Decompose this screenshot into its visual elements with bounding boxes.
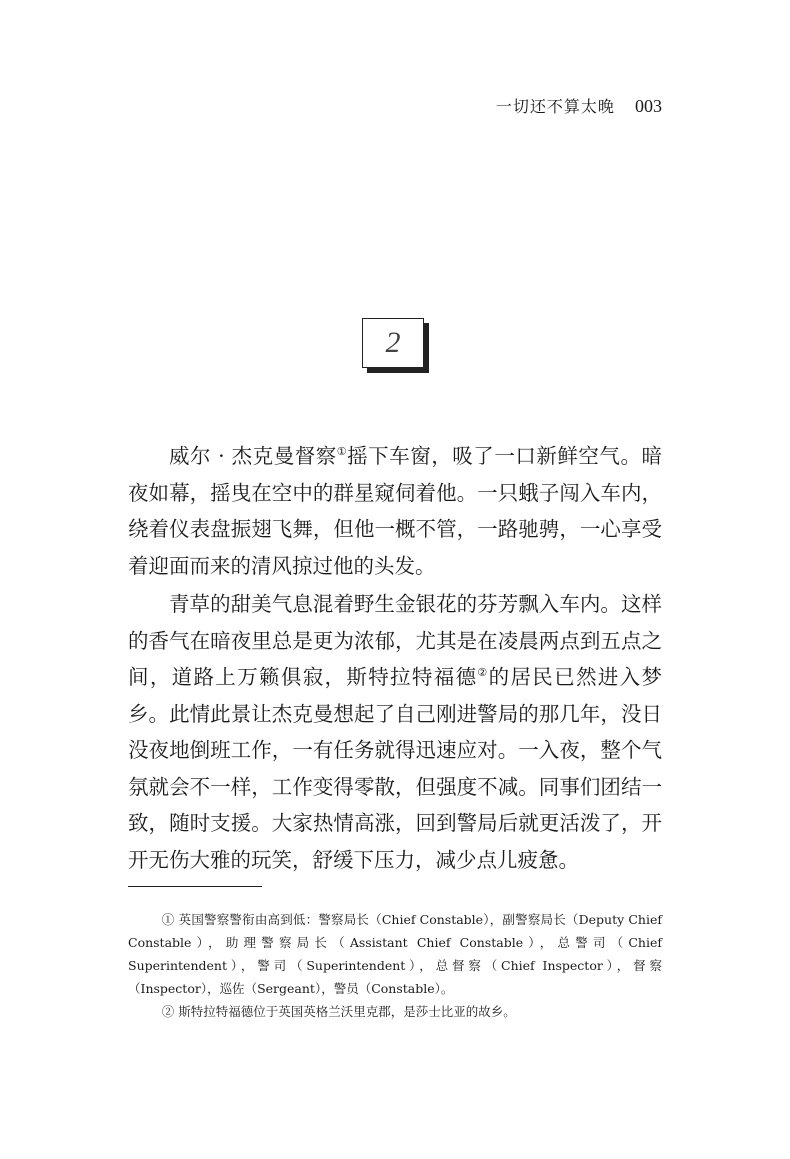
paragraph-1-text-b: 摇下车窗，吸了一口新鲜空气。暗夜如幕，摇曳在空中的群星窥伺着他。一只蛾子闯入车内，绕着仪表盘振翅飞舞，但他一概不管，一路驰骋，一心享受着迎面而来的清风掠过他的头发。	[128, 444, 662, 578]
running-head-title: 一切还不算太晚	[495, 97, 615, 116]
footnotes	[128, 908, 662, 1023]
footnote-2: ② 斯特拉特福德位于英国英格兰沃里克郡，是莎士比亚的故乡。	[161, 1004, 516, 1019]
footnote-ref-1: ①	[336, 445, 348, 458]
paragraph-2-text-b: 的居民已然进入梦乡。此情此景让杰克曼想起了自己刚进警局的那几年，没日没夜地倒班工作，一有任务就得迅速应对。一入夜，整个气氛就会不一样，工作变得零散，但强度不减。同事们团结一致，随时支援。大家热情高涨，回到警局后就更活泼了，开开无伤大雅的玩笑，舒缓下压力，减少点儿疲惫。	[128, 665, 662, 872]
body-text	[128, 438, 662, 880]
paragraph-1	[128, 438, 662, 584]
footnote-ref-2: ②	[477, 666, 489, 679]
running-head	[496, 94, 662, 117]
paragraph-2-text-a: 青草的甜美气息混着野生金银花的芬芳飘入车内。这样的香气在暗夜里总是更为浓郁，尤其是在凌晨两点到五点之间，道路上万籁俱寂，斯特拉特福德	[128, 592, 662, 689]
chapter-number: 2	[385, 326, 401, 359]
page-number: 003	[635, 96, 662, 116]
paragraph-2	[128, 586, 662, 878]
footnote-divider	[128, 886, 262, 887]
paragraph-1-text-a: 威尔 · 杰克曼督察	[169, 444, 337, 468]
chapter-number-box	[362, 318, 424, 368]
footnote-1: ① 英国警察警衔由高到低：警察局长（Chief Constable），副警察局长（Deputy Chief Constable），助理警察局长（Assistant Chief Constable），总警司（Chief Superintendent），警司（Superintendent），总督察（Chief Inspector），督察（Inspector），巡佐（Sergeant），警员（Constable）。	[128, 912, 662, 996]
